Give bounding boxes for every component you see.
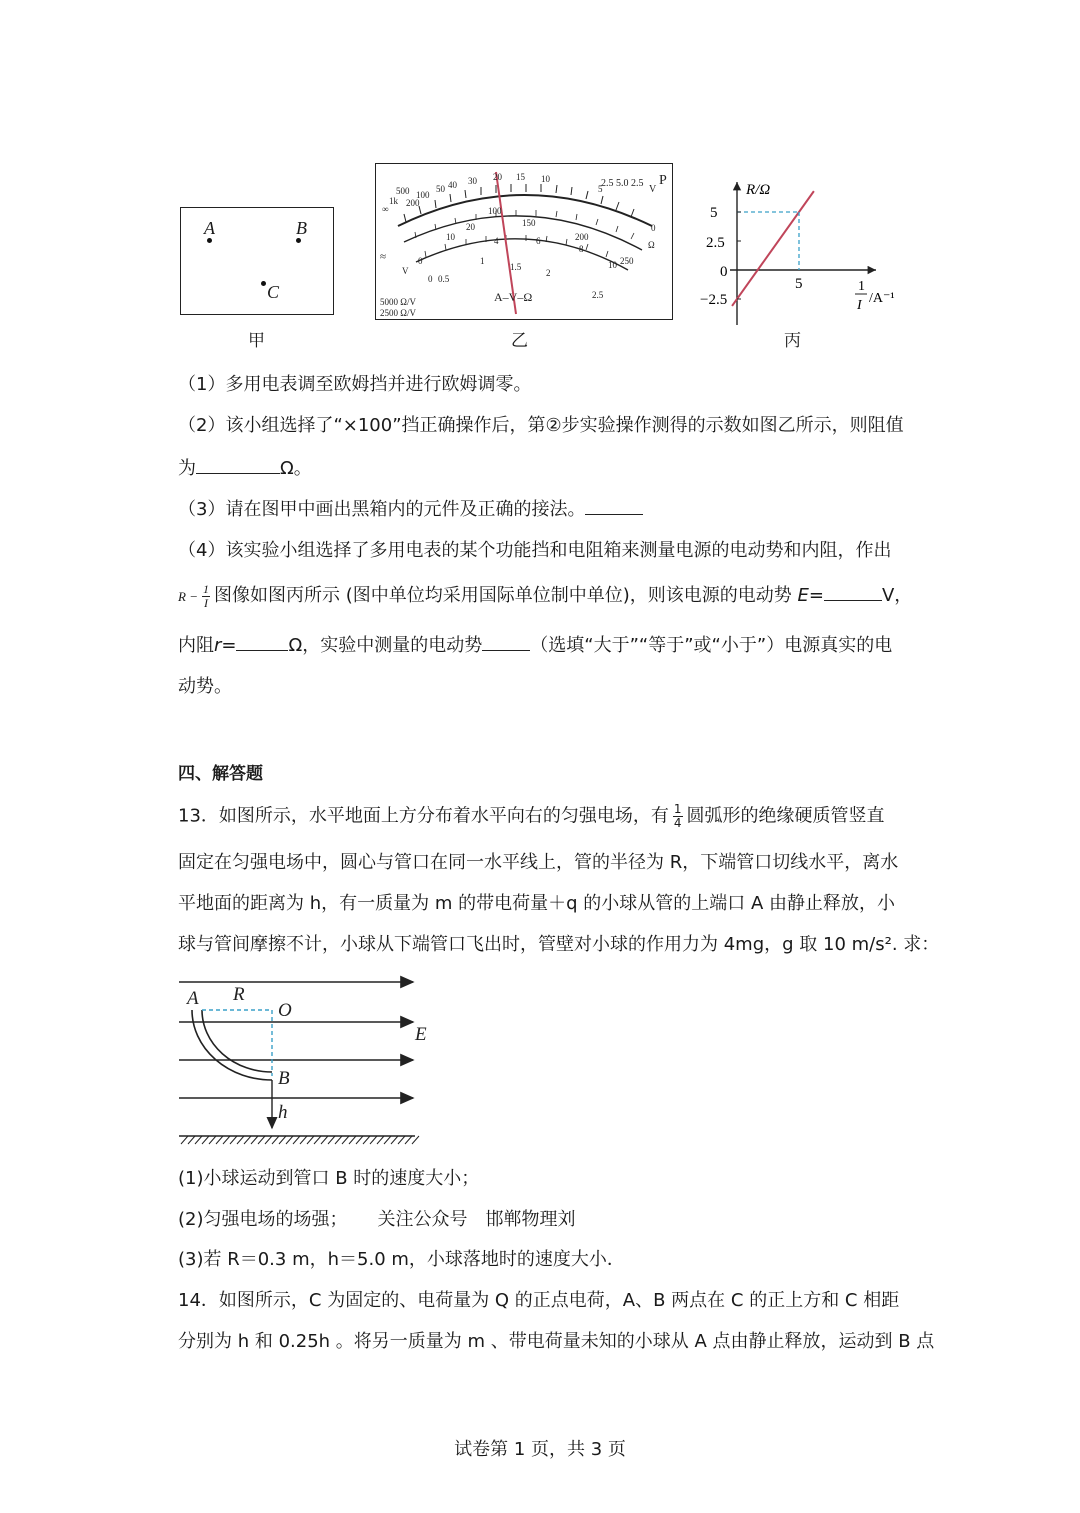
scale-mid-20: 20 xyxy=(466,222,475,232)
q12-part3-text: （3）请在图甲中画出黑箱内的元件及正确的接法。 xyxy=(178,499,586,520)
quarter-num: 1 xyxy=(673,802,682,816)
ground-hatch xyxy=(293,1136,300,1144)
ground-hatch xyxy=(391,1136,398,1144)
scale-top-inf: ∞ xyxy=(382,204,389,214)
q13-line1a: 13．如图所示，水平地面上方分布着水平向右的匀强电场，有 xyxy=(178,805,669,827)
tube-inner xyxy=(202,1010,272,1072)
corner-v: V xyxy=(649,184,657,195)
q13-line3: 平地面的距离为 h，有一质量为 m 的带电荷量＋q 的小球从管的上端口 A 由静止释放，小 xyxy=(178,893,896,914)
y-tick-2.5: 2.5 xyxy=(706,235,725,251)
figure-yi xyxy=(375,163,673,320)
v-symbol: V xyxy=(402,266,409,276)
ground-hatch xyxy=(370,1136,377,1144)
ground-hatch xyxy=(384,1136,391,1144)
scale-mid-250: 250 xyxy=(620,256,634,266)
y-tick-5: 5 xyxy=(710,205,718,221)
multimeter-dial xyxy=(376,164,672,319)
watermark-note: 关注公众号 邯郸物理刘 xyxy=(377,1209,576,1230)
scale-low-2: 2 xyxy=(546,268,551,278)
point-c-label: C xyxy=(267,282,280,302)
ac-symbol: ≈ xyxy=(380,251,387,263)
scale-low-0: 0 xyxy=(428,274,433,284)
q12-part4-line3 xyxy=(178,632,908,658)
q13-sub1: (1)小球运动到管口 B 时的速度大小； xyxy=(178,1168,480,1189)
y-axis-label: R/Ω xyxy=(746,182,771,198)
ground-hatch xyxy=(216,1136,223,1144)
point-b xyxy=(296,238,301,243)
scale-mid2-4: 4 xyxy=(494,236,499,246)
answer-blank-resistance[interactable] xyxy=(196,455,280,474)
ground-hatch xyxy=(188,1136,195,1144)
q12-part4-text: 图像如图丙所示 (图中单位均采用国际单位制中单位)，则该电源的电动势 xyxy=(213,585,792,606)
label-e: E xyxy=(415,1024,427,1045)
ground-hatch xyxy=(349,1136,356,1144)
ground-hatch xyxy=(398,1136,405,1144)
q13-line4: 球与管间摩擦不计，小球从下端管口飞出时，管壁对小球的作用力为 4mg，g 取 10 m/s². 求： xyxy=(178,934,940,955)
x-label-den: I xyxy=(857,298,862,313)
point-c xyxy=(261,281,266,286)
frac-num: 1 xyxy=(202,581,209,596)
center-label: A–V–Ω xyxy=(494,290,533,304)
corner-values: 2.5 5.0 2.5 xyxy=(601,178,644,189)
q12-part4-line4: 动势。 xyxy=(178,676,232,697)
figure-bing xyxy=(700,170,910,330)
q14-line1: 14．如图所示，C 为固定的、电荷量为 Q 的正点电荷，A、B 两点在 C 的正上方和 C 相距 xyxy=(178,1290,900,1311)
scale-top-200: 200 xyxy=(406,198,420,208)
q13-sub2-text: (2)匀强电场的场强； xyxy=(178,1209,348,1230)
scale-top-500: 500 xyxy=(396,186,410,196)
ground-hatch xyxy=(356,1136,363,1144)
left-label-5000: 5000 Ω/V xyxy=(380,297,416,307)
ground-hatch xyxy=(202,1136,209,1144)
page-footer: 试卷第 1 页，共 3 页 xyxy=(454,1439,626,1460)
scale-top-20: 20 xyxy=(493,172,502,182)
scale-low-25: 2.5 xyxy=(592,290,604,300)
scale-low-15: 1.5 xyxy=(510,262,522,272)
scale-mid2-8: 8 xyxy=(579,244,584,254)
ground-hatch xyxy=(209,1136,216,1144)
scale-top-50: 50 xyxy=(436,184,445,194)
r-inner-symbol: r= xyxy=(214,635,237,656)
q13-line1b: 圆弧形的绝缘硬质管竖直 xyxy=(686,805,885,827)
q12-part1: （1）多用电表调至欧姆挡并进行欧姆调零。 xyxy=(178,374,532,395)
point-a-label: A xyxy=(204,218,215,238)
ground-hatch xyxy=(300,1136,307,1144)
figure-jia xyxy=(180,207,334,315)
q12-part4-mid: Ω，实验中测量的电动势 xyxy=(288,635,483,656)
emf-symbol: E= xyxy=(797,585,824,606)
q12-part2-line2 xyxy=(178,455,908,481)
q12-part2-pre: 为 xyxy=(178,458,196,479)
caption-bing: 丙 xyxy=(784,331,801,351)
ground-hatch xyxy=(405,1136,412,1144)
label-o: O xyxy=(278,1000,292,1021)
scale-mid2-6: 6 xyxy=(536,236,541,246)
figure-q13 xyxy=(175,970,445,1150)
q13-sub3: (3)若 R＝0.3 m，h＝5.0 m，小球落地时的速度大小． xyxy=(178,1249,625,1270)
scale-top-5: 5 xyxy=(598,184,603,194)
ground-hatch xyxy=(181,1136,188,1144)
ground-hatch xyxy=(412,1136,419,1144)
y-tick-0: 0 xyxy=(720,264,728,280)
answer-blank-emf[interactable] xyxy=(824,582,882,601)
ground-hatch xyxy=(230,1136,237,1144)
corner-p: P xyxy=(659,173,667,188)
ground-hatch xyxy=(377,1136,384,1144)
inner-resistance-pre: 内阻 xyxy=(178,635,214,656)
label-a: A xyxy=(187,988,199,1009)
point-b-label: B xyxy=(296,218,307,238)
q12-part4-post: （选填“大于”“等于”或“小于”）电源真实的电 xyxy=(530,635,893,656)
ground-hatch xyxy=(321,1136,328,1144)
inv-i-fraction xyxy=(202,583,210,610)
r-inv-i-chart xyxy=(700,170,910,330)
answer-blank-inner-r[interactable] xyxy=(236,632,288,651)
tube-outer xyxy=(192,1010,272,1080)
frac-den: I xyxy=(203,595,208,610)
ground-hatch xyxy=(307,1136,314,1144)
x-tick-5: 5 xyxy=(795,276,803,292)
ground-hatch xyxy=(314,1136,321,1144)
quarter-fraction xyxy=(673,803,683,830)
scale-top-1k: 1k xyxy=(389,196,398,206)
q12-part4-line1: （4）该实验小组选择了多用电表的某个功能挡和电阻箱来测量电源的电动势和内阻，作出 xyxy=(178,540,892,561)
scale-mid-10: 10 xyxy=(446,232,455,242)
scale-mid-0: 0 xyxy=(418,256,423,266)
ground-hatch xyxy=(258,1136,265,1144)
ground-hatch xyxy=(335,1136,342,1144)
left-label-2500: 2500 Ω/V xyxy=(380,308,416,318)
y-tick-neg2.5: −2.5 xyxy=(700,292,728,308)
q13-line2: 固定在匀强电场中，圆心与管口在同一水平线上，管的半径为 R，下端管口切线水平，离水 xyxy=(178,852,899,873)
ohm-symbol: Ω xyxy=(648,240,655,250)
q13-sub2 xyxy=(178,1208,908,1232)
q13-line1 xyxy=(178,803,908,830)
scale-top-40: 40 xyxy=(448,180,457,190)
ground-hatch xyxy=(223,1136,230,1144)
point-a xyxy=(207,238,212,243)
label-r: R xyxy=(233,984,245,1005)
ground-hatch xyxy=(342,1136,349,1144)
q12-part2-post: Ω。 xyxy=(280,458,312,479)
ground-hatch xyxy=(237,1136,244,1144)
volt-unit: V， xyxy=(881,585,913,606)
answer-blank-compare[interactable] xyxy=(482,632,530,651)
scale-mid-150: 150 xyxy=(522,218,536,228)
q12-part2-line1: （2）该小组选择了“×100”挡正确操作后，第②步实验操作测得的示数如图乙所示，则阻值 xyxy=(178,415,904,436)
label-b: B xyxy=(278,1068,290,1089)
ground-hatch xyxy=(244,1136,251,1144)
q12-part4-line2 xyxy=(178,581,913,610)
scale-low-1: 1 xyxy=(480,256,485,266)
scale-top-15: 15 xyxy=(516,172,525,182)
x-label-num: 1 xyxy=(858,279,865,294)
scale-top-30: 30 xyxy=(468,176,477,186)
q14-line2: 分别为 h 和 0.25h 。将另一质量为 m 、带电荷量未知的小球从 A 点由静止释放，运动到 B 点 xyxy=(178,1331,935,1352)
scale-low-05: 0.5 xyxy=(438,274,450,284)
answer-blank-wiring[interactable] xyxy=(585,496,643,515)
ground-hatch xyxy=(328,1136,335,1144)
scale-mid2-10: 10 xyxy=(608,260,617,270)
ground-hatch xyxy=(363,1136,370,1144)
ground-hatch xyxy=(272,1136,279,1144)
scale-top-0: 0 xyxy=(651,223,656,233)
scale-mid-200: 200 xyxy=(575,232,589,242)
caption-jia: 甲 xyxy=(248,331,265,351)
x-label-unit: /A⁻¹ xyxy=(869,291,895,306)
q12-part3 xyxy=(178,496,908,522)
scale-top-10: 10 xyxy=(541,174,550,184)
quarter-den: 4 xyxy=(673,816,682,830)
ground-hatch xyxy=(286,1136,293,1144)
ground-hatch xyxy=(279,1136,286,1144)
scale-mid-100: 100 xyxy=(488,206,502,216)
label-h: h xyxy=(278,1102,288,1123)
section-title: 四、解答题 xyxy=(178,764,263,784)
scale-top-100: 100 xyxy=(416,190,430,200)
caption-yi: 乙 xyxy=(511,331,528,351)
ground-hatch xyxy=(265,1136,272,1144)
r-symbol: R − xyxy=(178,589,198,604)
ground-hatch xyxy=(195,1136,202,1144)
ground-hatch xyxy=(251,1136,258,1144)
